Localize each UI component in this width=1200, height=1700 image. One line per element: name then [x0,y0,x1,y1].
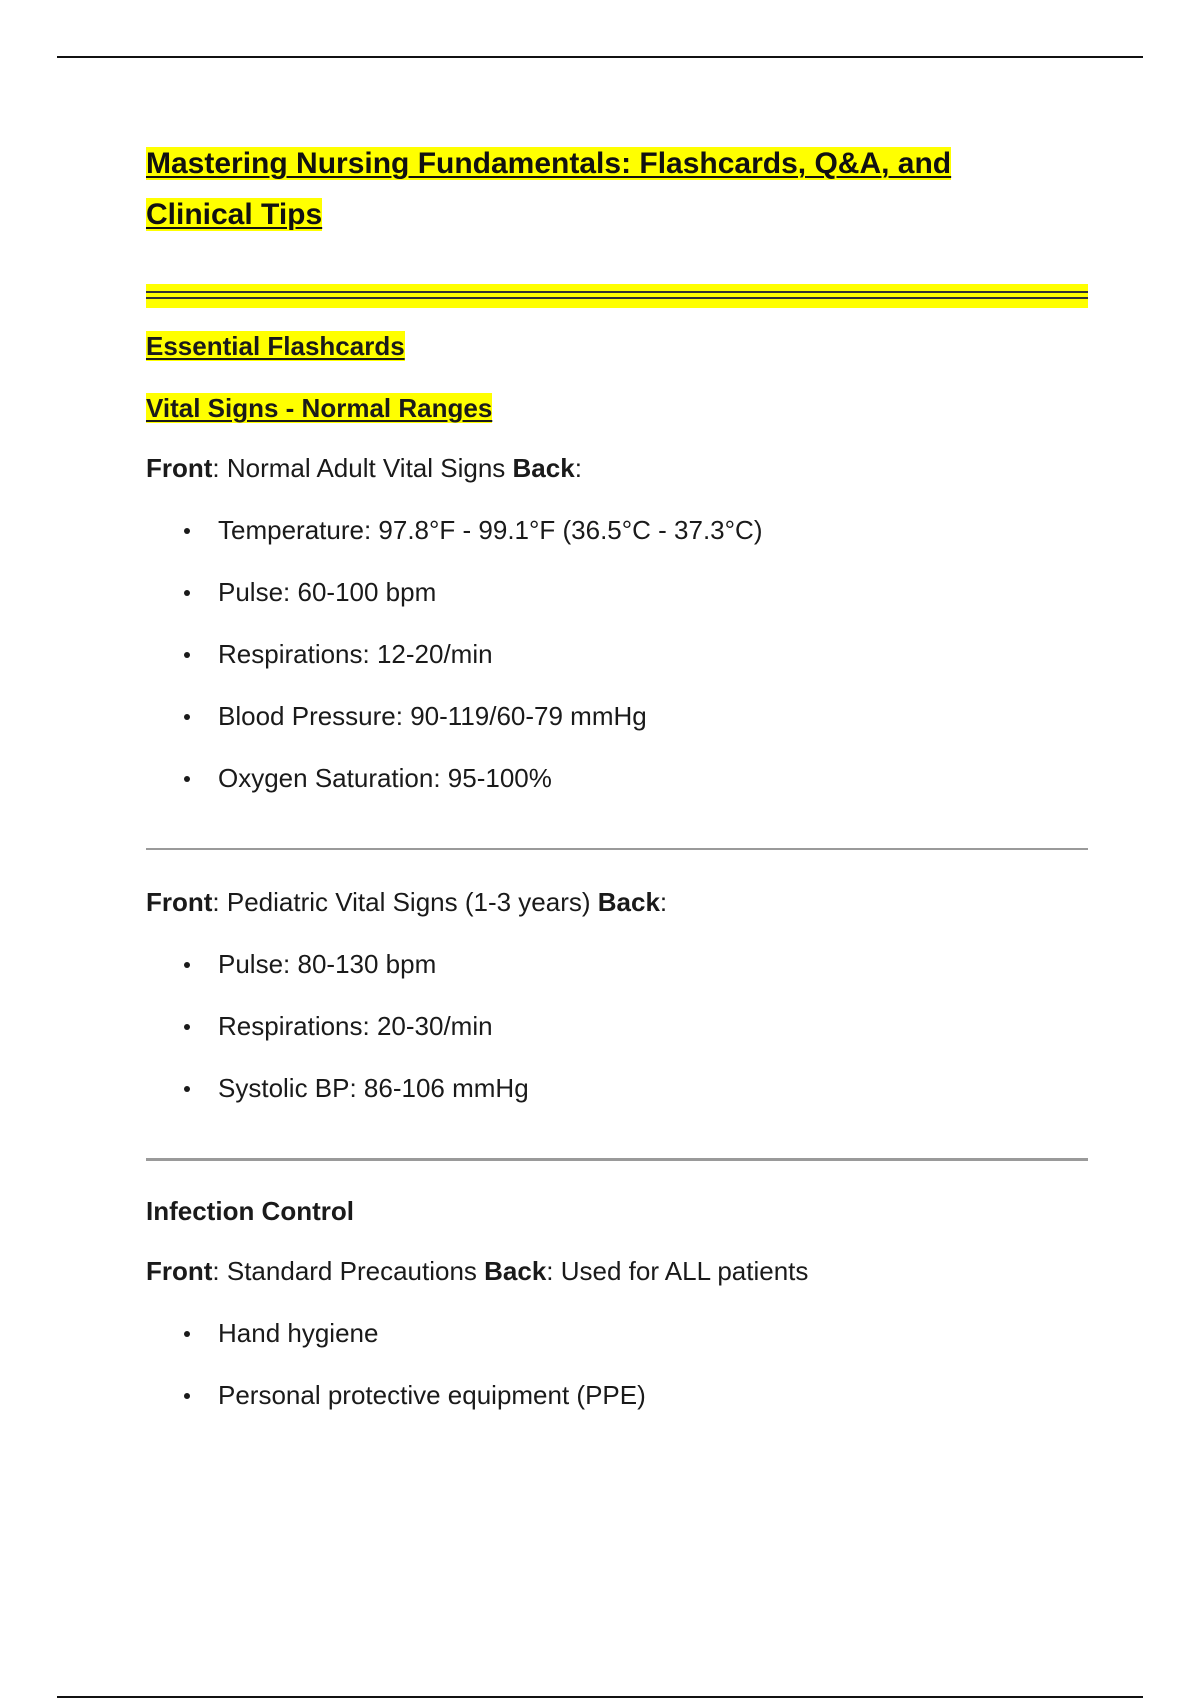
back-text: : [659,887,668,917]
back-label: Back [484,1256,547,1286]
horizontal-divider [146,848,1088,850]
horizontal-divider [146,1158,1088,1161]
front-text: : Standard Precautions [212,1256,485,1286]
back-text: : Used for ALL patients [546,1256,809,1286]
document-title-line-1: Mastering Nursing Fundamentals: Flashcards, Q&A, and [146,147,952,180]
highlighted-double-rule [146,284,1088,308]
front-text: : Pediatric Vital Signs (1-3 years) [212,887,598,917]
front-label: Front [146,1256,213,1286]
page-top-rule [57,56,1143,58]
back-label: Back [512,453,575,483]
list-item: Personal protective equipment (PPE) [146,1375,1088,1415]
adult-vitals-list [146,510,1088,798]
front-label: Front [146,887,213,917]
subsection-heading-vital-signs [146,388,1088,428]
flashcard-adult-vitals [146,448,1088,488]
list-item: Respirations: 12-20/min [146,634,1088,674]
section-heading-flashcards-text: Essential Flashcards [146,331,405,361]
pediatric-vitals-list [146,944,1088,1108]
document-body [146,138,1088,1415]
flashcard-standard-precautions [146,1251,1088,1291]
document-title-line-2: Clinical Tips [146,198,323,231]
back-text: : [574,453,582,483]
front-label: Front [146,453,213,483]
list-item: Respirations: 20-30/min [146,1006,1088,1046]
heading-infection-control: Infection Control [146,1196,354,1226]
list-item: Hand hygiene [146,1313,1088,1353]
page-bottom-rule [57,1696,1143,1698]
list-item: Pulse: 60-100 bpm [146,572,1088,612]
flashcard-pediatric-vitals [146,882,1088,922]
document-title [146,138,1088,240]
subsection-heading-vital-signs-text: Vital Signs - Normal Ranges [146,393,493,423]
list-item: Systolic BP: 86-106 mmHg [146,1068,1088,1108]
front-text: : Normal Adult Vital Signs [212,453,513,483]
list-item: Temperature: 97.8°F - 99.1°F (36.5°C - 37.3°C) [146,510,1088,550]
list-item: Oxygen Saturation: 95-100% [146,758,1088,798]
back-label: Back [597,887,660,917]
section-heading-flashcards [146,326,1088,366]
list-item: Pulse: 80-130 bpm [146,944,1088,984]
list-item: Blood Pressure: 90-119/60-79 mmHg [146,696,1088,736]
standard-precautions-list [146,1313,1088,1415]
